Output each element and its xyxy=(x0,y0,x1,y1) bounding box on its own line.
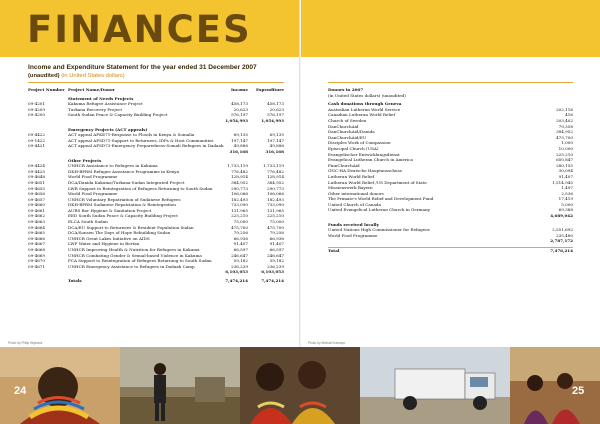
donor-name: Disciples Work of Compassion xyxy=(328,140,391,146)
donor-name: World Food Programme xyxy=(328,232,378,238)
expenditure-value: 66,597 xyxy=(269,247,284,253)
project-name: ACT appeal AFSD71-Support to Returnees, IDPs & Host Communities xyxy=(68,137,214,143)
donor-name: Missionswerk Bayern xyxy=(328,185,373,191)
donor-name: United Evangelical Lutheran Church in Germany xyxy=(328,207,430,213)
income-value: 75,000 xyxy=(233,219,248,225)
expenditure-value: 182,493 xyxy=(267,196,284,202)
income-value: 475,700 xyxy=(231,224,248,230)
project-name: ACT appeal AFSD73-Emergency Preparedness-Somali Refugees in Dadaab xyxy=(68,143,224,149)
photo-credit-right: Photo by Michael Kamoyo xyxy=(308,341,346,345)
expenditure-value: 384,952 xyxy=(267,179,284,185)
expenditure-value: 66,936 xyxy=(269,235,284,241)
income-value: 91,407 xyxy=(233,241,248,247)
project-number: 09-4661 xyxy=(28,207,46,213)
section-cash-total xyxy=(328,213,573,219)
donor-name: DanChurchAid xyxy=(328,123,359,129)
donor-name: Evangelischer Entwicklungsdienst xyxy=(328,151,400,157)
donor-amount: 69,388 xyxy=(558,207,573,213)
donors-subheader-label: (in United States dollars) (unaudited) xyxy=(328,92,406,98)
donor-amount: 475,700 xyxy=(556,134,573,140)
grand-total-row xyxy=(328,248,573,254)
subtotal-expenditure: 6,103,053 xyxy=(261,269,284,275)
subtotal-income: 1,054,993 xyxy=(225,117,248,123)
statement-title: Income and Expenditure Statement for the year ended 31 December 2007 xyxy=(28,64,257,71)
section-local-total xyxy=(328,238,573,244)
project-name: DCA/Sonsen The Days of Hope Rebuilding Sudan xyxy=(68,230,171,236)
project-number: 09-4671 xyxy=(28,263,46,269)
project-number: 09-4669 xyxy=(28,252,46,258)
section-local-label: Funds received locally xyxy=(328,221,379,227)
project-name: South Sudan Peace & Capacity Building Project xyxy=(68,112,168,118)
income-value: 66,936 xyxy=(233,235,248,241)
project-name: DKH-BPRM Sudanese Repatriation & Reintegration xyxy=(68,202,176,208)
donor-amount: 2,551,692 xyxy=(552,227,573,233)
expenditure-value: 776,482 xyxy=(267,168,284,174)
project-name: EED South Sudan Peace & Capacity Building Project xyxy=(68,213,178,219)
col-header-project: Project Number xyxy=(28,87,65,92)
income-value: 733,090 xyxy=(231,202,248,208)
page-title: FINANCES xyxy=(27,8,252,51)
project-number: 09-4670 xyxy=(28,258,46,264)
project-number: 09-4662 xyxy=(28,213,46,219)
project-number: 09-4656 xyxy=(28,191,46,197)
project-number: 09-4200 xyxy=(28,112,46,118)
donor-name: FinnChurchAid xyxy=(328,162,360,168)
expenditure-value: 475,700 xyxy=(267,224,284,230)
photo-strip xyxy=(0,347,600,424)
donor-name: DanChurchAid/EU xyxy=(328,134,367,140)
donor-amount: 79,358 xyxy=(558,123,573,129)
donors-header-label: Donors in 2007 xyxy=(328,87,364,92)
subtotal-income: 316,168 xyxy=(229,148,248,154)
project-name: LWF Water and Hygiene in Bortan xyxy=(68,241,140,247)
project-number: 09-4421 xyxy=(28,143,46,149)
expenditure-value: 106,066 xyxy=(267,191,284,197)
donor-name: United Church of Canada xyxy=(328,201,381,207)
photo-credit-left: Photo by Philip Wijmans xyxy=(8,341,43,345)
expenditure-value: 197,147 xyxy=(267,137,284,143)
header-rule-left xyxy=(28,82,284,83)
donor-amount: 203,402 xyxy=(556,117,573,123)
grand-total-label: Total xyxy=(328,248,340,254)
donor-amount: 280,155 xyxy=(556,162,573,168)
section-local-total-value: 2,787,172 xyxy=(550,238,573,244)
expenditure-value: 91,407 xyxy=(269,241,284,247)
col-header-name: Project Name/Donor xyxy=(68,87,115,92)
income-value: 576,197 xyxy=(231,112,248,118)
income-value: 1,733,119 xyxy=(227,163,248,169)
totals-expenditure: 7,474,214 xyxy=(261,278,284,283)
project-number: 09-4660 xyxy=(28,202,46,208)
donor-amount: 5,000 xyxy=(561,201,573,207)
donor-amount: 30,094 xyxy=(558,168,573,174)
expenditure-value: 79,256 xyxy=(269,230,284,236)
project-name: ELCA South Sudan xyxy=(68,219,108,225)
section-title-label: Statement of Needs Projects xyxy=(68,95,134,101)
col-header-income: Income xyxy=(230,87,248,92)
project-name: UNHCR Emergency Assistance to Refugees in Dadaab Camp xyxy=(68,263,195,269)
expenditure-value: 246,647 xyxy=(267,252,284,258)
project-name: LWR Support to Reintegration of Refugees Returning to South Sudan xyxy=(68,185,213,191)
donor-amount: 1,497 xyxy=(561,185,573,191)
page-number-right: 25 xyxy=(572,385,585,397)
subtotal-row xyxy=(28,269,284,275)
income-value: 59,182 xyxy=(233,258,248,264)
donor-amount: 225,210 xyxy=(556,151,573,157)
donor-amount: 235,480 xyxy=(556,232,573,238)
project-name: ACT appeal AFKE71-Response to Floods in Kenya & Somalia xyxy=(68,132,195,138)
project-number: 09-4667 xyxy=(28,241,46,247)
project-number: 09-4425 xyxy=(28,168,46,174)
expenditure-value: 576,197 xyxy=(267,112,284,118)
subtotal-expenditure: 1,054,993 xyxy=(261,117,284,123)
project-name: UNHCR Great Lakes Initiative on AIDS xyxy=(68,235,150,241)
project-number: 09-4664 xyxy=(28,224,46,230)
donor-amount: 1,514,945 xyxy=(552,179,573,185)
photo-women-group xyxy=(240,347,360,424)
project-number: 09-4668 xyxy=(28,247,46,253)
project-name: DCA/EU Support to Returnees & Resident Population Sudan xyxy=(68,224,194,230)
donor-amount: 384,952 xyxy=(556,129,573,135)
photo-man-standing xyxy=(120,347,240,424)
photo-children xyxy=(510,347,600,424)
donor-amount: 416 xyxy=(565,112,573,118)
expenditure-value: 128,914 xyxy=(267,174,284,180)
expenditure-value: 458,173 xyxy=(267,101,284,107)
section-title-label: Other Projects xyxy=(68,157,102,163)
subtotal-income: 6,103,053 xyxy=(225,269,248,275)
subtotal-row xyxy=(28,118,284,124)
donor-name: GNC-HA Deutsche Hauptausschuss xyxy=(328,168,402,174)
donor-name: Canadian Lutheran World Relief xyxy=(328,112,395,118)
expenditure-value: 59,182 xyxy=(269,258,284,264)
income-value: 458,173 xyxy=(231,101,248,107)
donor-name: Evangelical Lutheran Church in America xyxy=(328,157,413,163)
donors-table xyxy=(328,87,573,254)
income-value: 225,210 xyxy=(231,213,248,219)
income-value: 384,952 xyxy=(231,179,248,185)
income-value: 66,597 xyxy=(233,247,248,253)
project-name: World Food Programme xyxy=(68,174,118,180)
income-value: 131,965 xyxy=(231,207,248,213)
donor-amount: 1,000 xyxy=(561,140,573,146)
donor-name: United Nations High Commissioner for Refugees xyxy=(328,227,430,233)
income-value: 20,623 xyxy=(233,106,248,112)
donor-amount: 17,419 xyxy=(558,196,573,202)
income-value: 197,147 xyxy=(231,137,248,143)
donor-name: Australian Lutheran World Service xyxy=(328,106,401,112)
project-number: 09-4665 xyxy=(28,230,46,236)
project-number: 09-4201 xyxy=(28,101,46,107)
donor-name: DanChurchAid/Danida xyxy=(328,129,375,135)
totals-income: 7,474,214 xyxy=(225,278,248,283)
income-expenditure-table xyxy=(28,87,284,284)
grand-total-value: 7,476,214 xyxy=(550,248,573,254)
project-name: AURS Bor Hygiene & Sanitation Project xyxy=(68,207,152,213)
income-value: 69,135 xyxy=(233,132,248,138)
expenditure-value: 1,733,119 xyxy=(263,163,284,169)
project-name: DCA/Danida Kakuma/Turkana-Sudan Integrated Project xyxy=(68,179,185,185)
project-number: 09-4648 xyxy=(28,174,46,180)
currency-label: (in United States dollars) xyxy=(61,73,125,79)
page-number-left: 24 xyxy=(14,385,27,397)
donor-name: Church of Sweden xyxy=(328,117,367,123)
project-number: 09-1422 xyxy=(28,137,46,143)
income-value: 776,482 xyxy=(231,168,248,174)
income-value: 106,066 xyxy=(231,191,248,197)
table-header-row xyxy=(28,87,284,93)
income-value: 182,493 xyxy=(231,196,248,202)
project-number: 09-4666 xyxy=(28,235,46,241)
project-name: DKH-BPRM Refugee Assistance Programme in Kenya xyxy=(68,168,180,174)
income-value: 128,914 xyxy=(231,174,248,180)
donor-amount: 10,000 xyxy=(558,145,573,151)
subtotal-expenditure: 316,168 xyxy=(265,148,284,154)
photo-water-truck xyxy=(360,347,510,424)
project-name: Turkana Recovery Project xyxy=(68,106,122,112)
income-value: 290,773 xyxy=(231,185,248,191)
subtotal-row xyxy=(28,149,284,155)
project-name: UNHCR Improving Health & Nutrition for Refugees in Kakuma xyxy=(68,247,200,253)
section-cash-total-value: 4,689,042 xyxy=(550,213,573,219)
project-name: UNHCR Combating Gender & Sexual-based Violence in Kakuma xyxy=(68,252,202,258)
donor-name: Episcopal Church (USA) xyxy=(328,145,379,151)
project-number: 09-4663 xyxy=(28,219,46,225)
income-value: 246,647 xyxy=(231,252,248,258)
expenditure-value: 69,135 xyxy=(269,132,284,138)
income-value: 79,256 xyxy=(233,230,248,236)
project-name: FCA Support to Reintegration of Refugees Returning to South Sudan xyxy=(68,258,212,264)
expenditure-value: 131,965 xyxy=(267,207,284,213)
project-number: 09-4424 xyxy=(28,163,46,169)
project-number: 09-4422 xyxy=(28,132,46,138)
expenditure-value: 236,239 xyxy=(267,263,284,269)
expenditure-value: 49,886 xyxy=(269,143,284,149)
donor-amount: 91,407 xyxy=(558,173,573,179)
header-rule-right xyxy=(328,82,573,83)
donor-name: Lutheran World Relief xyxy=(328,173,375,179)
donors-subheader xyxy=(328,93,573,99)
statement-subtitle xyxy=(28,73,125,79)
project-number: 09-4657 xyxy=(28,196,46,202)
project-number: 09-4655 xyxy=(28,185,46,191)
donor-name: The Primate's World Relief and Development Fund xyxy=(328,196,434,202)
income-value: 236,239 xyxy=(231,263,248,269)
expenditure-value: 225,210 xyxy=(267,213,284,219)
project-number: 09-4651 xyxy=(28,179,46,185)
unaudited-label: (unaudited) xyxy=(28,73,60,79)
expenditure-value: 75,000 xyxy=(269,219,284,225)
project-name: World Food Programme xyxy=(68,191,118,197)
section-cash-label: Cash donations through Geneva xyxy=(328,101,402,107)
donor-name: Lutheran World Relief /US Department of State xyxy=(328,179,427,185)
income-value: 49,886 xyxy=(233,143,248,149)
expenditure-value: 733,090 xyxy=(267,202,284,208)
donor-amount: 2,536 xyxy=(561,190,573,196)
project-name: UNHCR Assistance to Refugees in Kakuma xyxy=(68,163,158,169)
totals-row xyxy=(28,278,284,284)
project-number: 09-4209 xyxy=(28,106,46,112)
section-title-label: Emergency Projects (ACT appeals) xyxy=(68,126,148,132)
totals-label: Totals xyxy=(68,278,82,283)
donor-name: Other international donors xyxy=(328,190,384,196)
donor-amount: 202,116 xyxy=(556,106,573,112)
project-name: UNHCR Voluntary Repatriation of Sudanese Refugees xyxy=(68,196,181,202)
expenditure-value: 290,773 xyxy=(267,185,284,191)
col-header-expenditure: Expenditure xyxy=(255,87,284,92)
donor-amount: 650,847 xyxy=(556,157,573,163)
project-name: Kakuma Refugee Assistance Project xyxy=(68,101,143,107)
expenditure-value: 20,623 xyxy=(269,106,284,112)
